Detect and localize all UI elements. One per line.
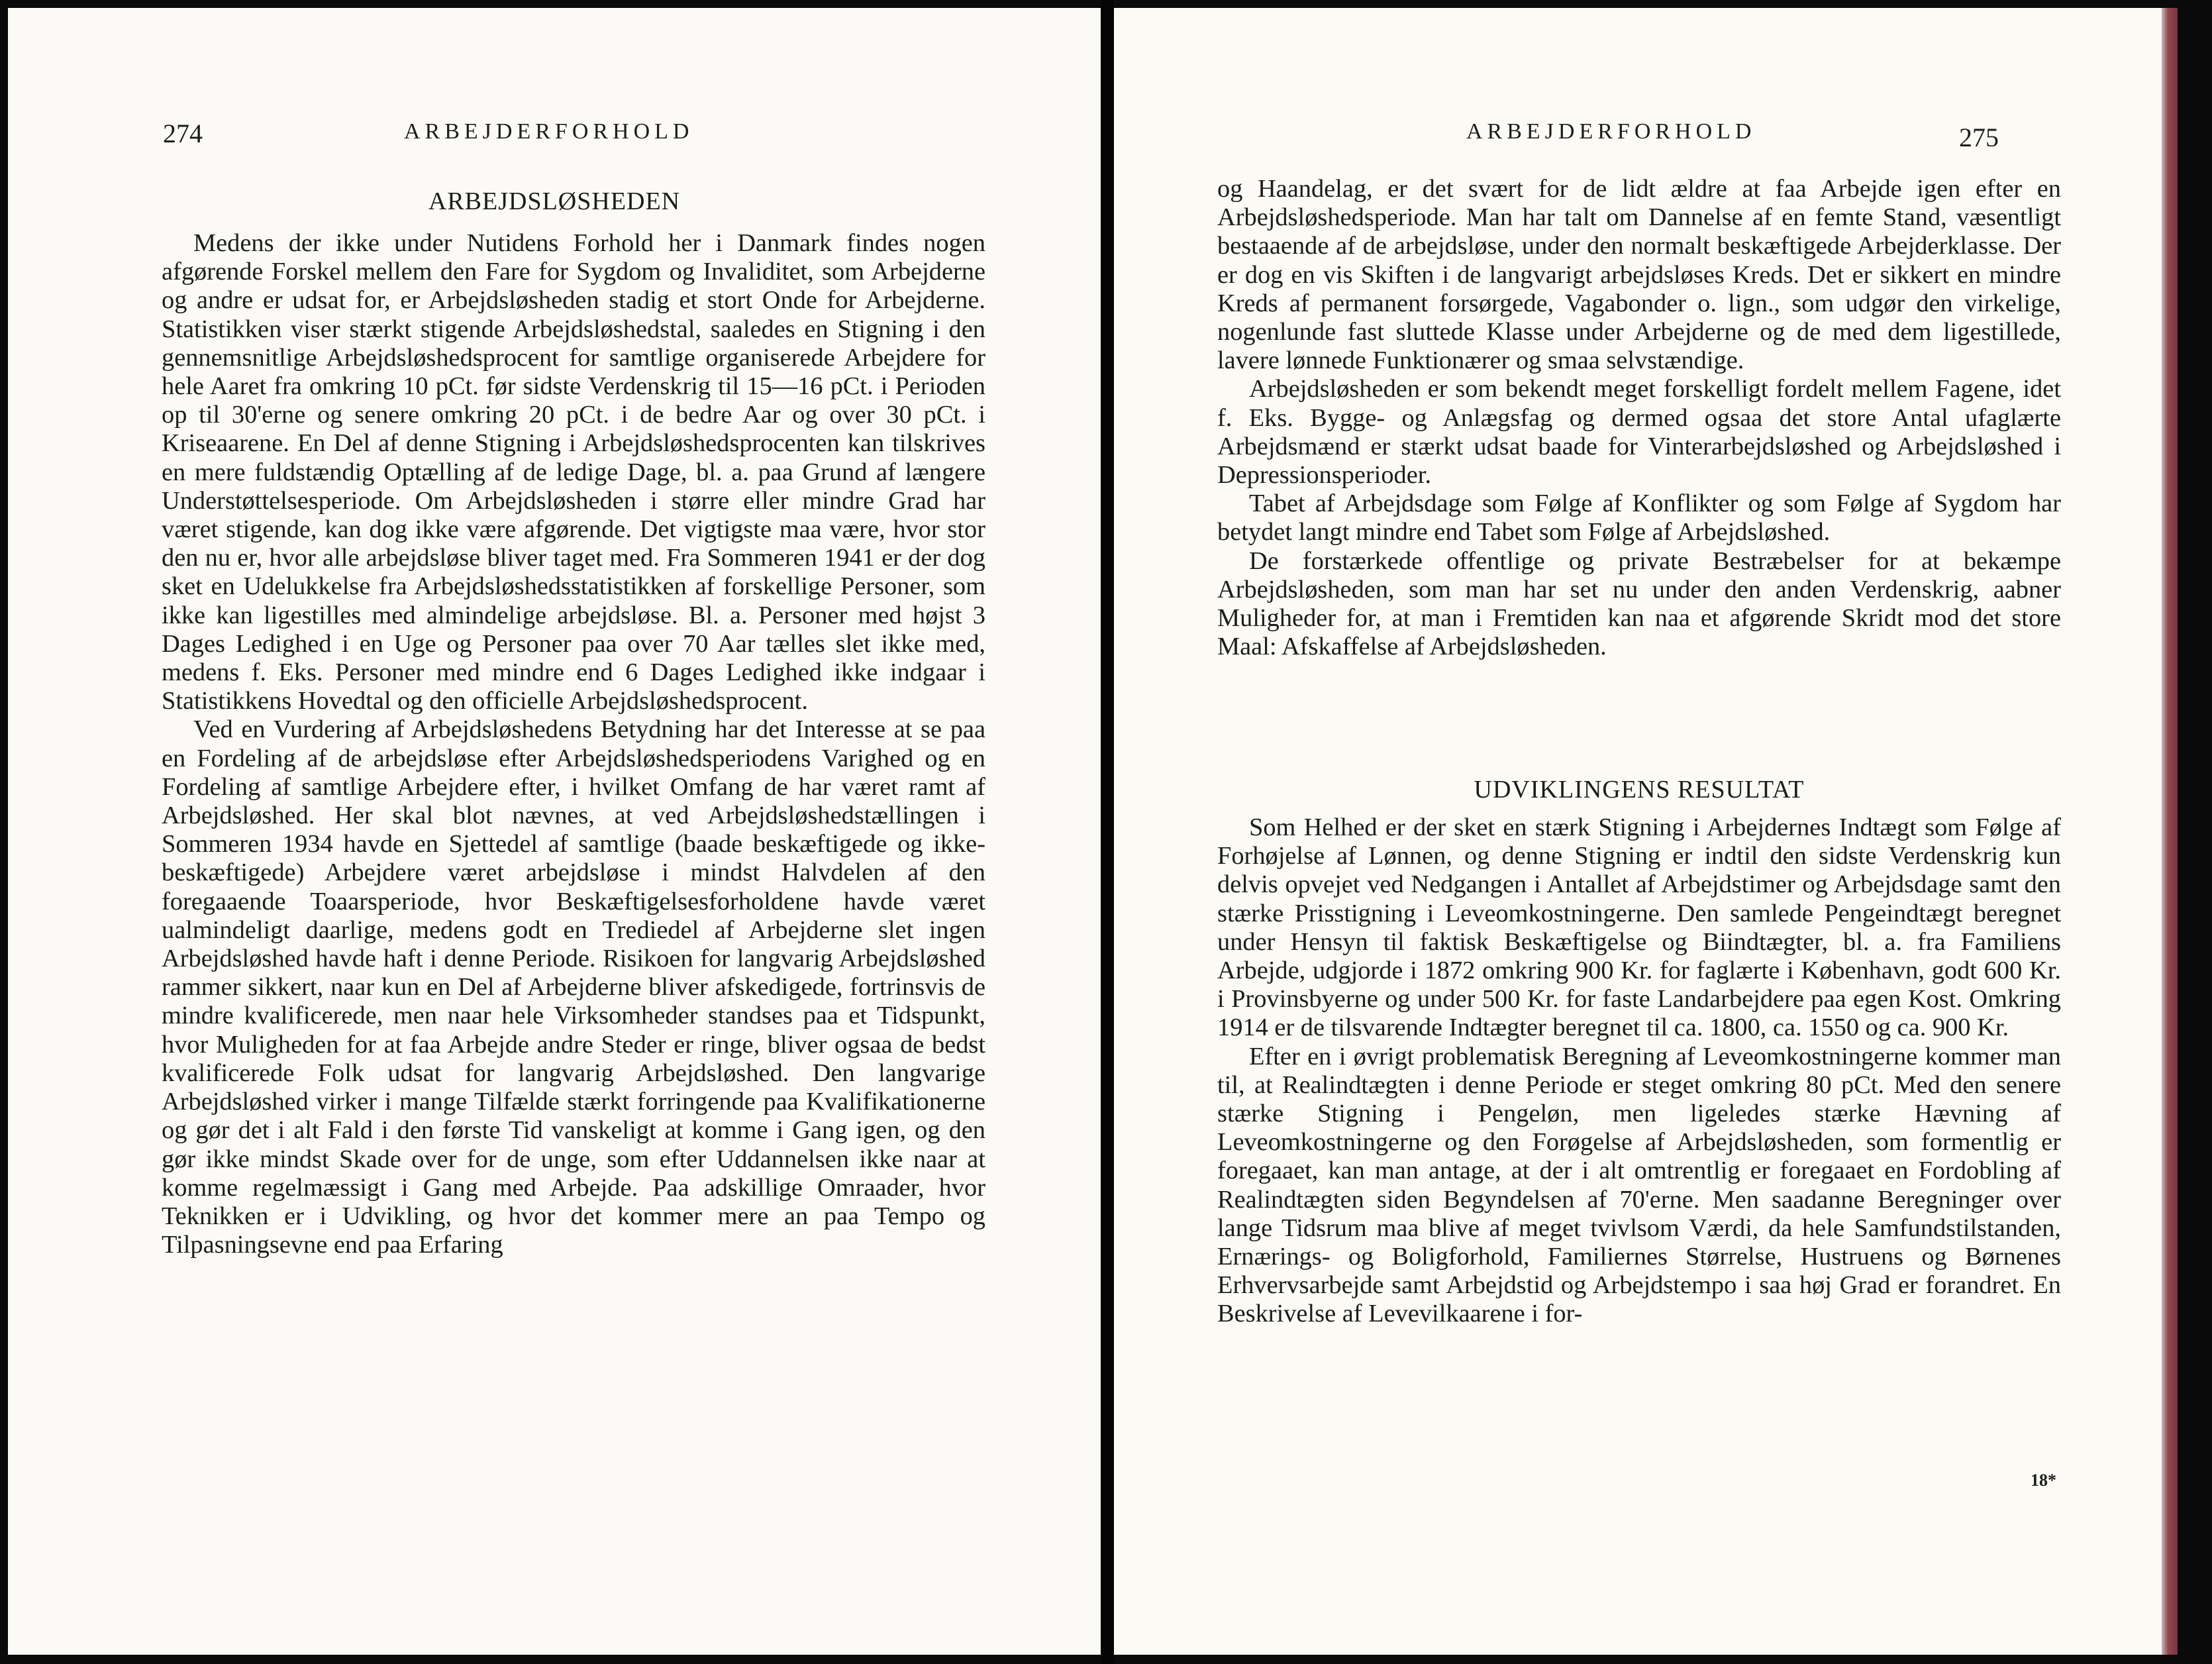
left-body-text: [162, 229, 985, 1259]
left-paragraph-1: Medens der ikke under Nutidens Forhold her i Danmark findes nogen afgørende Forskel mellem den Fare for Sygdom og Invaliditet, som Arbejderne og andre er udsat for, er Arbejdsløsheden stadig et stort Onde for Arbejderne. Statistikken viser stærkt stigende Arbejdsløshedstal, saaledes en Stigning i den gennemsnitlige Arbejdsløshedsprocent for samtlige organiserede Arbejdere for hele Aaret fra omkring 10 pCt. før sidste Verdenskrig til 15—16 pCt. i Perioden op til 30'erne og senere omkring 20 pCt. i de bedre Aar og over 30 pCt. i Kriseaarene. En Del af denne Stigning i Arbejdsløshedsprocenten kan tilskrives en mere fuldstændig Optælling af de ledige Dage, bl. a. paa Grund af længere Understøttelsesperiode. Om Arbejdsløsheden i større eller mindre Grad har været stigende, kan dog ikke være afgørende. Det vigtigste maa være, hvor stor den nu er, hvor alle arbejdsløse bliver taget med. Fra Sommeren 1941 er der dog sket en Udelukkelse fra Arbejdsløshedsstatistikken af forskellige Personer, som ikke kan ligestilles med almindelige arbejdsløse. Bl. a. Personer med højst 3 Dages Ledighed i en Uge og Personer paa over 70 Aar tælles slet ikke med, medens f. Eks. Personer med mindre end 6 Dages Ledighed ikke indgaar i Statistikkens Hovedtal og den officielle Arbejdsløshedsprocent.: [162, 229, 985, 715]
right-body-text-top: [1217, 175, 2061, 661]
right-paragraph-6: Efter en i øvrigt problematisk Beregning af Leveomkostningerne kommer man til, at Realindtægten i denne Periode er steget omkring 80 pCt. Med den senere stærke Stigning i Pengeløn, men ligeledes stærke Hævning af Leveomkostningerne og den Forøgelse af Arbejdsløsheden, som formentlig er foregaaet, kan man antage, at der i alt omtrentlig er foregaaet en Fordobling af Realindtægten siden Begyndelsen af 70'erne. Men saadanne Beregninger over lange Tidsrum maa blive af meget tvivlsom Værdi, da hele Samfundstilstanden, Ernærings- og Boligforhold, Familiernes Størrelse, Hustruens og Børnenes Erhvervsarbejde samt Arbejdstid og Arbejdstempo i saa høj Grad er forandret. En Beskrivelse af Levevilkaarene i for-: [1217, 1042, 2061, 1328]
right-page: [1114, 8, 2178, 1655]
section-title-arbejdsloesheden: ARBEJDSLØSHEDEN: [428, 187, 681, 215]
right-body-text-bottom: [1217, 813, 2061, 1329]
right-paragraph-5: Som Helhed er der sket en stærk Stigning i Arbejdernes Indtægt som Følge af Forhøjelse af Lønnen, og denne Stigning er indtil den sidste Verdenskrig kun delvis opvejet ved Nedgangen i Antallet af Arbejdstimer og Arbejdsdage samt den stærke Prisstigning i Leveomkostningerne. Den samlede Pengeindtægt beregnet under Hensyn til faktisk Beskæftigelse og Biindtægter, bl. a. fra Familiens Arbejde, udgjorde i 1872 omkring 900 Kr. for faglærte i København, godt 600 Kr. i Provinsbyerne og under 500 Kr. for faste Landarbejdere paa egen Kost. Omkring 1914 er de tilsvarende Indtægter beregnet til ca. 1800, ca. 1550 og ca. 900 Kr.: [1217, 813, 2061, 1042]
page-number-left: 274: [163, 119, 203, 148]
left-page: [8, 8, 1101, 1655]
section-title-udviklingens-resultat: UDVIKLINGENS RESULTAT: [1474, 776, 1805, 804]
right-paragraph-1: og Haandelag, er det svært for de lidt ældre at faa Arbejde igen efter en Arbejdsløshedsperiode. Man har talt om Dannelse af en femte Stand, væsentligt bestaaende af de arbejdsløse, under den normalt beskæftigede Arbejderklasse. Der er dog en vis Skiften i de langvarigt arbejdsløses Kreds. Det er sikkert en mindre Kreds af permanent forsørgede, Vagabonder o. lign., som udgør den virkelige, nogenlunde fast sluttede Klasse under Arbejderne og de med dem ligestillede, lavere lønnede Funktionærer og smaa selvstændige.: [1217, 175, 2061, 375]
left-paragraph-2: Ved en Vurdering af Arbejdsløshedens Betydning har det Interesse at se paa en Fordeling af de arbejdsløse efter Arbejdsløshedsperiodens Varighed og en Fordeling af samtlige Arbejdere efter, i hvilket Omfang de har været ramt af Arbejdsløshed. Her skal blot nævnes, at ved Arbejdsløshedstællingen i Sommeren 1934 havde en Sjettedel af samtlige (baade beskæftigede og ikke-beskæftigede) Arbejdere været arbejdsløse i mindst Halvdelen af den foregaaende Toaarsperiode, hvor Beskæftigelsesforholdene havde været ualmindeligt daarlige, medens godt en Trediedel af Arbejderne slet ingen Arbejdsløshed havde haft i denne Periode. Risikoen for langvarig Arbejdsløshed rammer sikkert, naar kun en Del af Arbejderne bliver afskedigede, fortrinsvis de mindre kvalificerede, men naar hele Virksomheder standses paa et Tidspunkt, hvor Muligheden for at faa Arbejde andre Steder er ringe, bliver ogsaa de bedst kvalificerede Folk udsat for langvarig Arbejdsløshed. Den langvarige Arbejdsløshed virker i mange Tilfælde stærkt forringende paa Kvalifikationerne og gør det i alt Fald i den første Tid vanskeligt at komme i Gang igen, og den gør ikke mindst Skade over for de unge, som efter Uddannelsen ikke naar at komme regelmæssigt i Gang med Arbejde. Paa adskillige Omraader, hvor Teknikken er i Udvikling, og hvor det kommer mere an paa Tempo og Tilpasningsevne end paa Erfaring: [162, 715, 985, 1259]
signature-mark: 18*: [2031, 1471, 2056, 1490]
running-head-right: ARBEJDERFORHOLD: [1466, 119, 1756, 144]
page-number-right: 275: [1959, 123, 1999, 152]
right-paragraph-3: Tabet af Arbejdsdage som Følge af Konflikter og som Følge af Sygdom har betydet langt mindre end Tabet som Følge af Arbejdsløshed.: [1217, 490, 2061, 546]
right-paragraph-2: Arbejdsløsheden er som bekendt meget forskelligt fordelt mellem Fagene, idet f. Eks. Bygge- og Anlægsfag og dermed ogsaa det store Antal ufaglærte Arbejdsmænd er stærkt udsat baade for Vinterarbejdsløshed og Arbejdsløshed i Depressionsperioder.: [1217, 375, 2061, 490]
running-head-left: ARBEJDERFORHOLD: [404, 119, 694, 144]
book-spine-gap: [1101, 0, 1114, 1664]
book-page-edge: [2162, 8, 2178, 1655]
right-paragraph-4: De forstærkede offentlige og private Bestræbelser for at bekæmpe Arbejdsløsheden, som man har set nu under den anden Verdenskrig, aabner Muligheder for, at man i Fremtiden kan naa et afgørende Skridt mod det store Maal: Afskaffelse af Arbejdsløsheden.: [1217, 546, 2061, 661]
